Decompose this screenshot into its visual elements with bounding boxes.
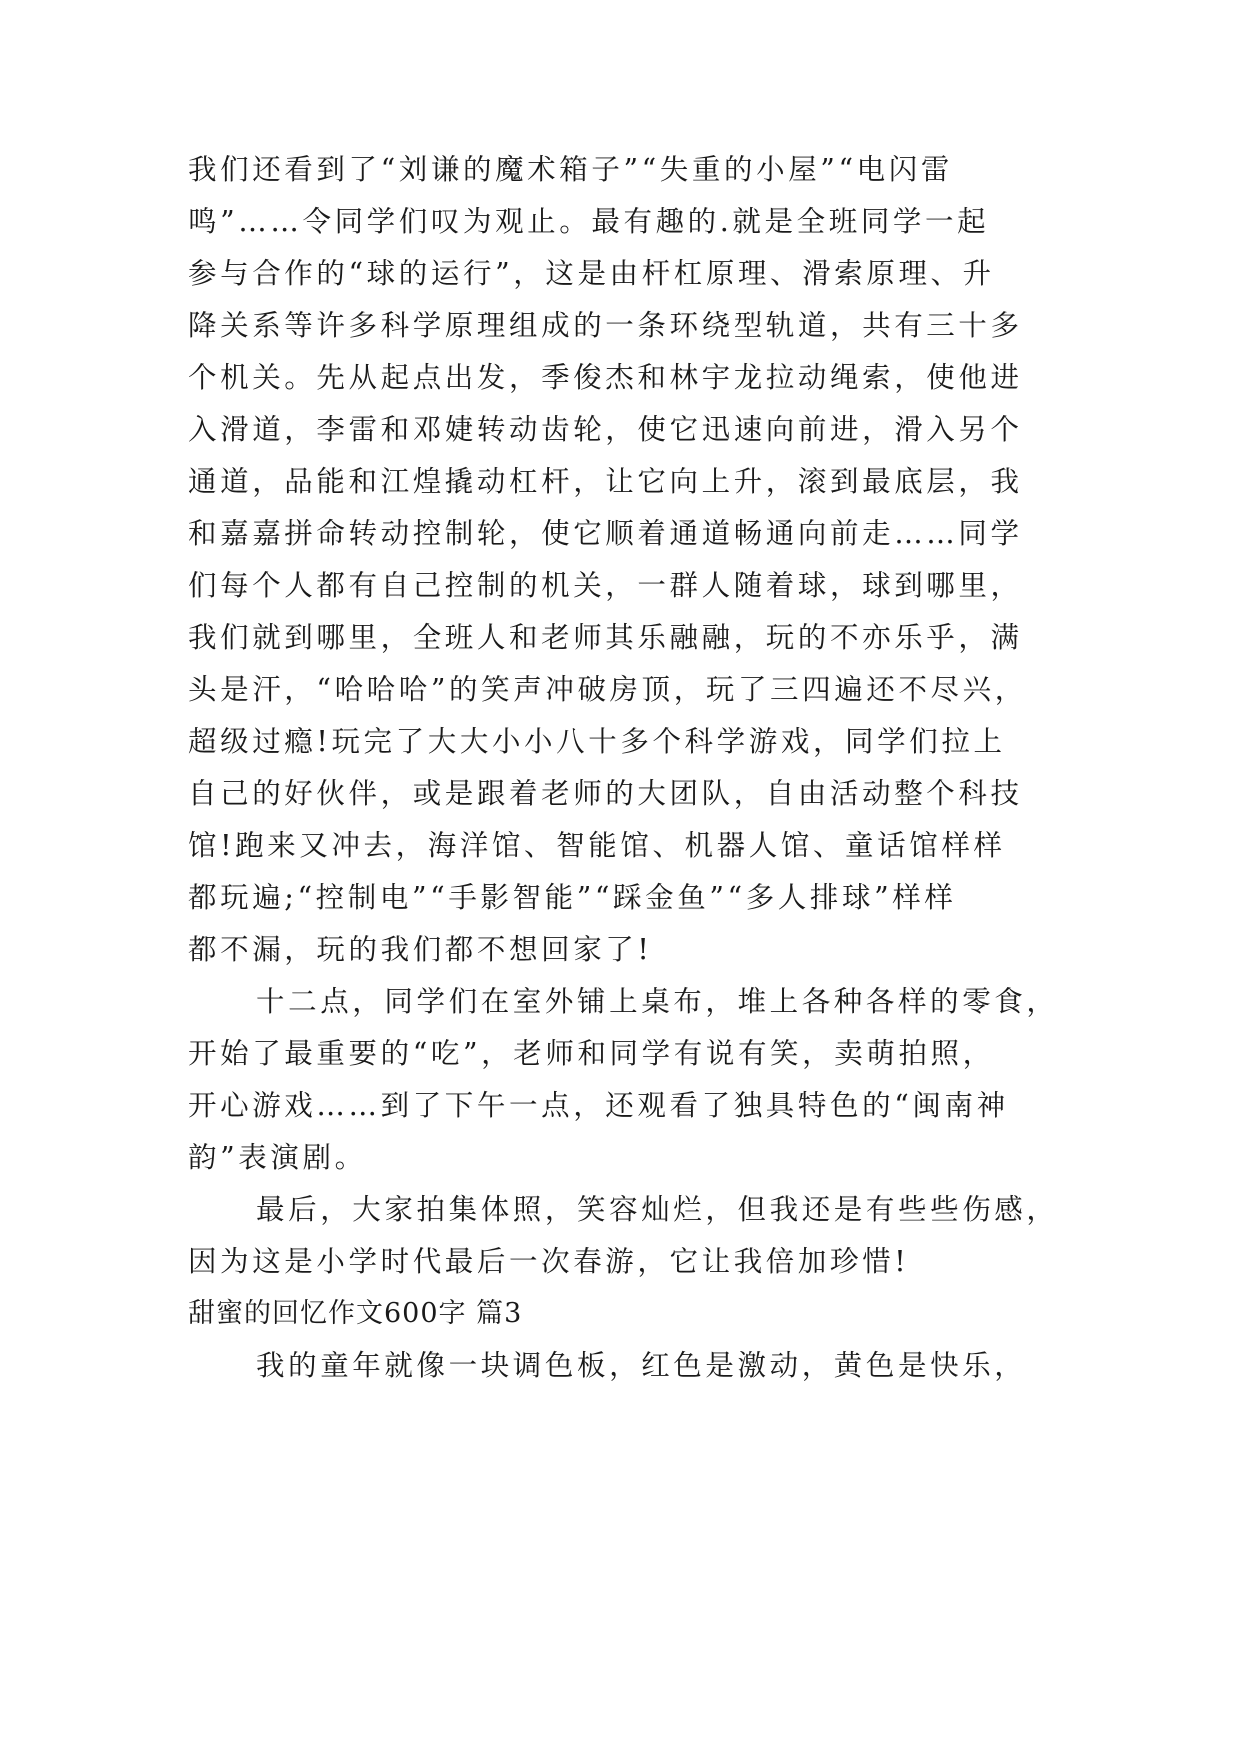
paragraph-1-line-8: 和嘉嘉拼命转动控制轮，使它顺着通道畅通向前走……同学 <box>188 517 1023 550</box>
paragraph-2-line-2: 开始了最重要的“吃”，老师和同学有说有笑，卖萌拍照， <box>188 1037 995 1070</box>
paragraph-3-line-1: 最后，大家拍集体照，笑容灿烂，但我还是有些些伤感， <box>256 1193 1059 1226</box>
paragraph-1-line-9: 们每个人都有自己控制的机关，一群人随着球，球到哪里， <box>188 569 1023 602</box>
paragraph-3-line-2: 因为这是小学时代最后一次春游，它让我倍加珍惜! <box>188 1245 910 1278</box>
section-heading: 甜蜜的回忆作文600字 篇3 <box>188 1298 523 1329</box>
paragraph-1-line-10: 我们就到哪里，全班人和老师其乐融融，玩的不亦乐乎，满 <box>188 621 1023 654</box>
paragraph-1-line-1: 我们还看到了“刘谦的魔术箱子”“失重的小屋”“电闪雷 <box>188 153 953 186</box>
paragraph-2-line-3: 开心游戏……到了下午一点，还观看了独具特色的“闽南神 <box>188 1089 1009 1122</box>
paragraph-1-line-15: 都玩遍;“控制电”“手影智能”“踩金鱼”“多人排球”样样 <box>188 881 957 914</box>
paragraph-1-line-16: 都不漏，玩的我们都不想回家了! <box>188 933 653 966</box>
paragraph-1-line-12: 超级过瘾!玩完了大大小小八十多个科学游戏，同学们拉上 <box>188 725 1006 758</box>
paragraph-1-line-4: 降关系等许多科学原理组成的一条环绕型轨道，共有三十多 <box>188 309 1023 342</box>
paragraph-2-line-4: 韵”表演剧。 <box>188 1141 367 1174</box>
paragraph-2-line-1: 十二点，同学们在室外铺上桌布，堆上各种各样的零食， <box>256 985 1059 1018</box>
paragraph-1-line-3: 参与合作的“球的运行”，这是由杆杠原理、滑索原理、升 <box>188 257 995 290</box>
paragraph-1-line-5: 个机关。先从起点出发，季俊杰和林宇龙拉动绳索，使他进 <box>188 361 1023 394</box>
paragraph-1-line-11: 头是汗，“哈哈哈”的笑声冲破房顶，玩了三四遍还不尽兴， <box>188 673 1027 706</box>
paragraph-1-line-2: 鸣”……令同学们叹为观止。最有趣的.就是全班同学一起 <box>188 205 990 238</box>
paragraph-1-line-6: 入滑道，李雷和邓婕转动齿轮，使它迅速向前进，滑入另个 <box>188 413 1023 446</box>
paragraph-1-line-14: 馆!跑来又冲去，海洋馆、智能馆、机器人馆、童话馆样样 <box>188 829 1006 862</box>
paragraph-4-line-1: 我的童年就像一块调色板，红色是激动，黄色是快乐， <box>256 1349 1027 1382</box>
paragraph-1-line-7: 通道，品能和江煌撬动杠杆，让它向上升，滚到最底层，我 <box>188 465 1023 498</box>
paragraph-1-line-13: 自己的好伙伴，或是跟着老师的大团队，自由活动整个科技 <box>188 777 1023 810</box>
